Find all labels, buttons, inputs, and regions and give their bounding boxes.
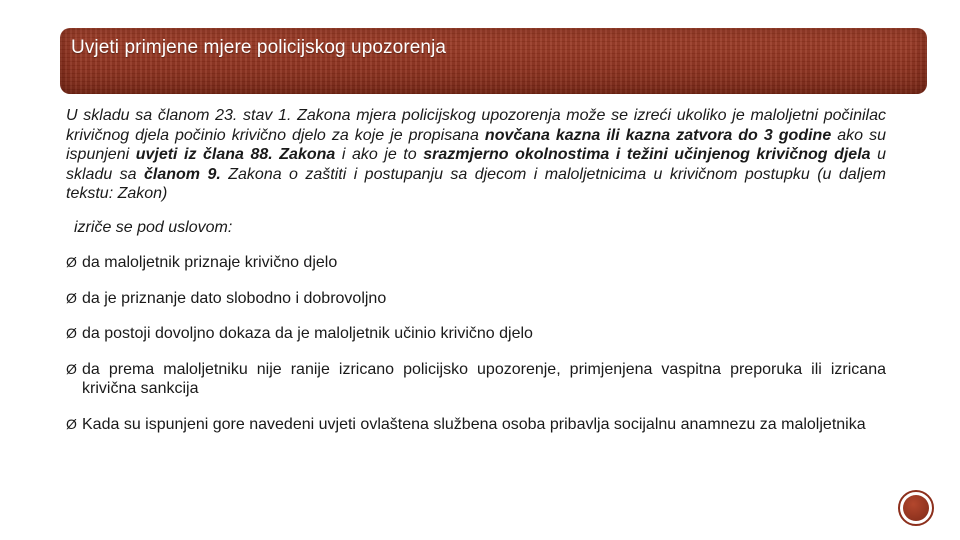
list-item-text: Kada su ispunjeni gore navedeni uvjeti ovlaštena službena osoba pribavlja socijalnu anamnezu za maloljetnika: [82, 415, 866, 433]
list-item: [66, 253, 886, 273]
intro-segment: Zakona o zaštiti i postupanju sa djecom i maloljetnicima u krivičnom postupku (u daljem tekstu: Zakon): [66, 165, 886, 202]
condition-label: izriče se pod uslovom:: [74, 218, 233, 236]
condition-list: [66, 253, 886, 434]
slide-content: [66, 106, 886, 450]
list-item: [66, 360, 886, 399]
intro-segment: i ako je to: [335, 146, 424, 163]
title-banner: [60, 28, 927, 94]
arrow-bullet-icon: Ø: [66, 289, 77, 306]
circle-emblem-icon: [898, 490, 934, 526]
list-item-text: da maloljetnik priznaje krivično djelo: [82, 254, 338, 271]
list-item: [66, 324, 886, 344]
list-item-text: da postoji dovoljno dokaza da je maloljetnik učinio krivično djelo: [82, 325, 533, 342]
emblem-center: [903, 495, 929, 521]
slide-title: Uvjeti primjene mjere policijskog upozorenja: [71, 37, 447, 58]
intro-segment: U skladu sa članom 23. stav 1. Zakona mjera policijskog upozorenja može se izreći ukoliko je maloljetni počinilac krivičnog djela počinio krivično djelo za koje je propisana: [66, 107, 886, 144]
arrow-bullet-icon: Ø: [66, 254, 77, 270]
arrow-bullet-icon: Ø: [66, 415, 77, 432]
intro-segment: u skladu sa: [66, 146, 887, 183]
list-item: [66, 415, 886, 435]
intro-segment-bold: novčana kazna ili kazna zatvora do 3 godine: [484, 126, 832, 144]
intro-segment-bold: srazmjerno okolnostima i težini učinjenog krivičnog djela: [423, 146, 871, 163]
arrow-bullet-icon: Ø: [66, 360, 77, 377]
intro-paragraph: [66, 106, 886, 204]
intro-segment: ako su ispunjeni: [66, 126, 886, 163]
list-item-text: da je priznanje dato slobodno i dobrovoljno: [82, 289, 387, 307]
list-item: [66, 289, 886, 309]
intro-segment-bold: uvjeti iz člana 88. Zakona: [135, 146, 336, 163]
arrow-bullet-icon: Ø: [66, 325, 77, 341]
list-item-text: da prema maloljetniku nije ranije izricano policijsko upozorenje, primjenjena vaspitna preporuka ili izricana krivična sankcija: [82, 360, 886, 397]
intro-segment-bold: članom 9.: [144, 165, 221, 183]
